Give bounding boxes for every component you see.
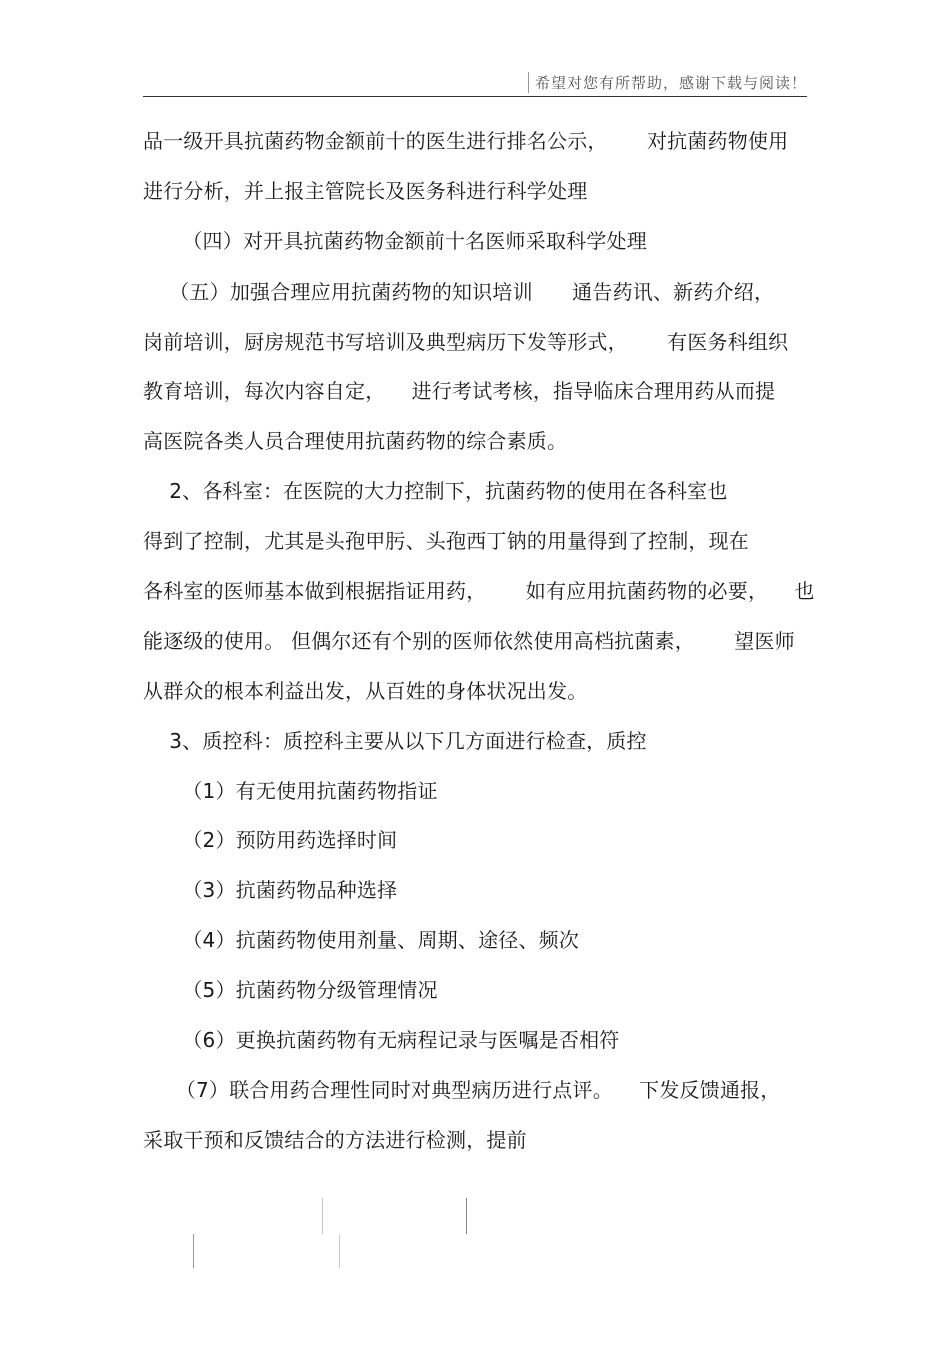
table-border-fragment [466,1198,467,1234]
table-border-fragment [193,1234,194,1268]
text-line: 3、质控科：质控科主要从以下几方面进行检查，质控 [143,729,647,753]
text-line: 采取干预和反馈结合的方法进行检测，提前 [143,1128,527,1152]
header-note: 希望对您有所帮助，感谢下载与阅读！ [528,72,807,93]
text-line: 岗前培训，厨房规范书写培训及典型病历下发等形式， 有医务科组织 [143,330,789,354]
text-line: 各科室的医师基本做到根据指证用药， 如有应用抗菌药物的必要， 也 [143,579,815,603]
header-rule [143,96,807,97]
text-line: 教育培训，每次内容自定， 进行考试考核，指导临床合理用药从而提 [143,379,776,403]
text-line: （四）对开具抗菌药物金额前十名医师采取科学处理 [143,229,647,253]
text-line: （3）抗菌药物品种选择 [143,878,398,902]
text-line: 得到了控制，尤其是头孢甲肟、头孢西丁钠的用量得到了控制，现在 [143,529,749,553]
text-line: 2、各科室：在医院的大力控制下，抗菌药物的使用在各科室也 [143,479,728,503]
text-line: 能逐级的使用。 但偶尔还有个别的医师依然使用高档抗菌素， 望医师 [143,629,795,653]
text-line: 进行分析，并上报主管院长及医务科进行科学处理 [143,179,588,203]
text-line: （5）抗菌药物分级管理情况 [143,978,438,1002]
table-border-fragment [322,1198,323,1234]
text-line: 品一级开具抗菌药物金额前十的医生进行排名公示， 对抗菌药物使用 [143,129,789,153]
table-border-fragment [339,1234,340,1268]
text-line: （4）抗菌药物使用剂量、周期、途径、频次 [143,928,580,952]
text-line: （6）更换抗菌药物有无病程记录与医嘱是否相符 [143,1028,620,1052]
text-line: （五）加强合理应用抗菌药物的知识培训 通告药讯、新药介绍， [143,280,775,304]
text-line: （1）有无使用抗菌药物指证 [143,779,438,803]
text-line: 高医院各类人员合理使用抗菌药物的综合素质。 [143,429,568,453]
text-line: （7）联合用药合理性同时对典型病历进行点评。 下发反馈通报， [143,1078,781,1102]
text-line: 从群众的根本利益出发，从百姓的身体状况出发。 [143,679,588,703]
text-line: （2）预防用药选择时间 [143,828,398,852]
